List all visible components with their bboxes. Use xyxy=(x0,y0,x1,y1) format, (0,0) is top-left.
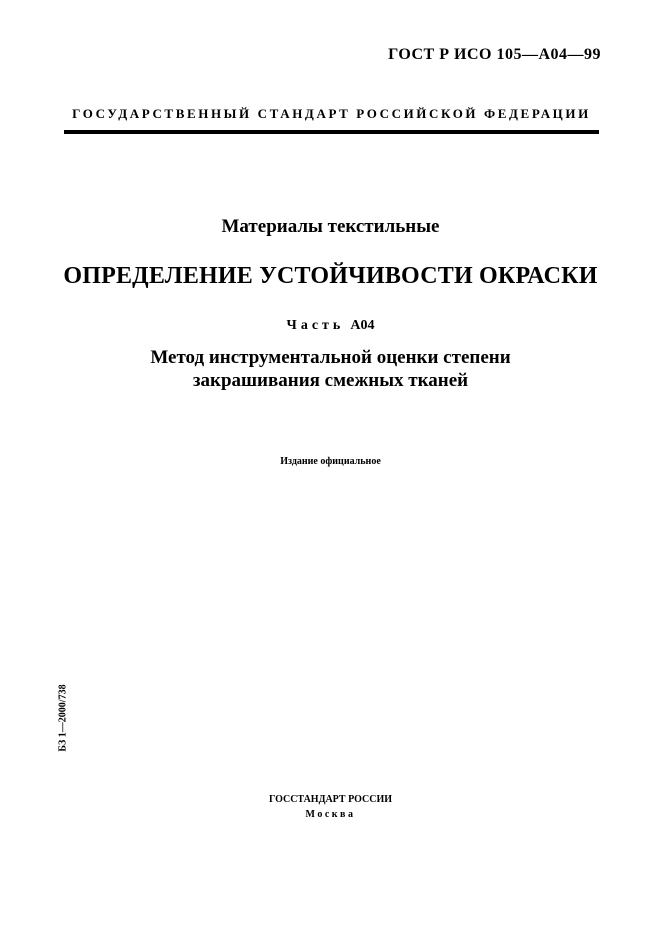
side-code-text: БЗ 1—2000/738 xyxy=(57,684,69,752)
part-number: А04 xyxy=(350,318,375,333)
gost-code: ГОСТ Р ИСО 105—А04—99 xyxy=(388,46,601,63)
edition-note: Издание официальное xyxy=(280,456,381,467)
state-standard-heading: ГОСУДАРСТВЕННЫЙ СТАНДАРТ РОССИЙСКОЙ ФЕДЕРАЦИИ xyxy=(72,106,591,121)
city: Москва xyxy=(305,809,356,820)
document-title: Материалы текстильные xyxy=(221,216,440,237)
publisher: ГОССТАНДАРТ РОССИИ xyxy=(268,794,393,805)
part-word: Часть xyxy=(286,318,345,333)
method-title xyxy=(0,346,661,392)
method-title-line-1: Метод инструментальной оценки степени xyxy=(150,347,511,368)
method-title-line-2: закрашивания смежных тканей xyxy=(192,370,469,391)
part-line xyxy=(0,318,661,334)
header-divider xyxy=(64,130,599,134)
document-subtitle: ОПРЕДЕЛЕНИЕ УСТОЙЧИВОСТИ ОКРАСКИ xyxy=(63,263,598,289)
